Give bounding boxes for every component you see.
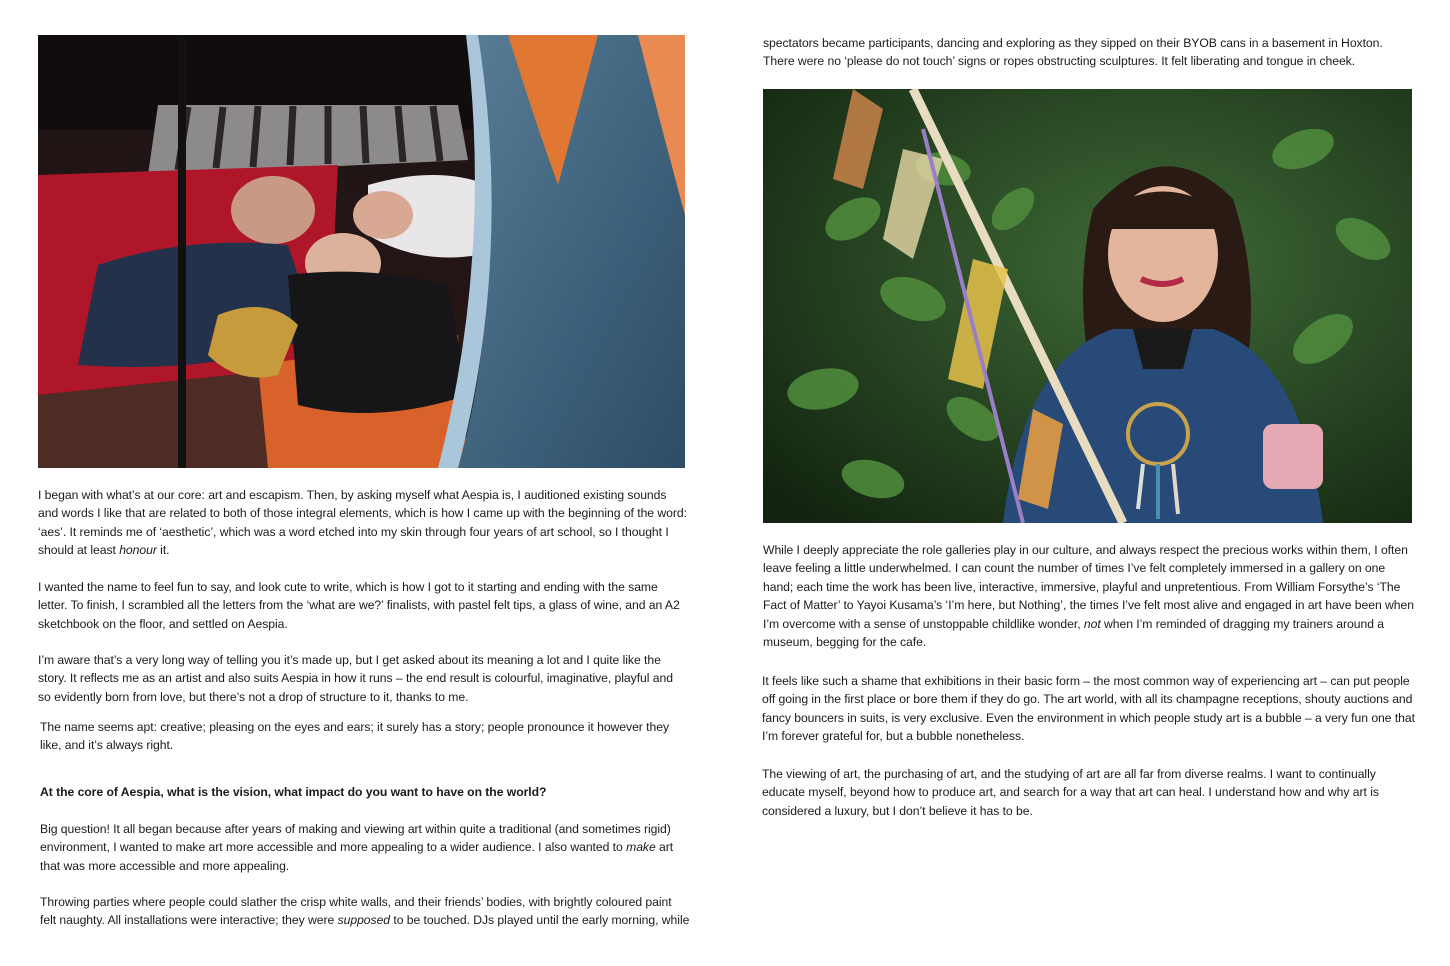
woman-with-dreamcatcher-photo (763, 89, 1412, 523)
emphasis-honour: honour (119, 543, 157, 558)
paragraph-made-up-story: I’m aware that’s a very long way of telling you it’s made up, but I get asked about its meaning a lot and I quite like the story. It reflects me as an artist and also suits Aespia in how it runs – the end result is colourful, imaginative, playful and so evidently born from love, but there’s not a drop of structure to it, thanks to me. (38, 653, 673, 704)
paragraph-viewing-of-art: The viewing of art, the purchasing of art, and the studying of art are all far from diverse realms. I want to continually educate myself, beyond how to produce art, and search for a way that art can heal. I understand how and why art is considered a luxury, but I don’t believe it has to be. (762, 767, 1379, 818)
paragraph-exhibitions-shame: It feels like such a shame that exhibitions in their basic form – the most common way of experiencing art – can put people off going in the first place or bore them if they do go. The art world, with all its champagne receptions, shouty auctions and fancy bouncers in suits, is very exclusive. Even the environment in which people study art is a bubble – a very fun one that I’m forever grateful for, but a bubble nonetheless. (762, 674, 1415, 744)
tent-photo-illustration (38, 35, 685, 468)
emphasis-not: not (1083, 616, 1101, 631)
paragraph-throwing-parties (40, 893, 690, 930)
text-span: Big question! It all began because after years of making and viewing art within quite a traditional (and sometimes rigid) environment, I wanted to make art more accessible and more appealing to a wider audience. I also wanted to (40, 822, 671, 855)
emphasis-supposed: supposed (337, 913, 391, 928)
text-span: Throwing parties where people could slather the crisp white walls, and their friends’ bodies, with brightly coloured paint felt naughty. All installations were interactive; they were (40, 895, 672, 928)
text-span: it. (156, 543, 170, 558)
paragraph-name-apt: The name seems apt: creative; pleasing on the eyes and ears; it surely has a story; people pronounce it however they like, and it’s always right. (40, 720, 669, 753)
tent-photo (38, 35, 685, 468)
text-span: While I deeply appreciate the role galleries play in our culture, and always respect the precious works within them, I often leave feeling a little underwhelmed. I can count the number of times I’ve felt completely immersed in a gallery on one hand; each time the work has been live, interactive, immersive, playful and unpretentious. From William Forsythe’s ‘The Fact of Matter’ to Yayoi Kusama’s ‘I’m here, but Nothing’, the times I’ve felt most alive and engaged in art have been when I’m overcome with a sense of unstoppable childlike wonder, (763, 543, 1414, 631)
paragraph-name-feel: I wanted the name to feel fun to say, and look cute to write, which is how I got to it starting and ending with the same letter. To finish, I scrambled all the letters from the ‘what are we?’ finalists, with pastel felt tips, a glass of wine, and an A2 sketchbook on the floor, and settled on Aespia. (38, 580, 680, 631)
text-span: when I’m reminded of dragging my trainers around a museum, begging for the cafe. (763, 616, 1384, 650)
text-span: to be touched. DJs played until the early morning, while (390, 913, 690, 928)
text-span: I began with what’s at our core: art and escapism. Then, by asking myself what Aespia is, I auditioned existing sounds and words I like that are related to both of those integral elements, which is how I came up with the beginning of the word: ‘aes’. It reminds me of ‘aesthetic’, which was a word etched into my skin through four years of art school, so I thought I should at least (38, 488, 687, 558)
paragraph-big-question (40, 820, 690, 875)
text-span: art that was more accessible and more appealing. (40, 840, 674, 873)
paragraph-galleries (763, 541, 1417, 651)
interview-question: At the core of Aespia, what is the vision, what impact do you want to have on the world? (40, 785, 547, 799)
woman-photo-illustration (763, 89, 1412, 523)
intro-paragraph-name-origin (38, 486, 688, 560)
emphasis-make: make (626, 840, 656, 855)
paragraph-spectators: spectators became participants, dancing and exploring as they sipped on their BYOB cans in a basement in Hoxton. There were no ‘please do not touch’ signs or ropes obstructing sculptures. It felt liberating and tongue in cheek. (763, 36, 1383, 69)
